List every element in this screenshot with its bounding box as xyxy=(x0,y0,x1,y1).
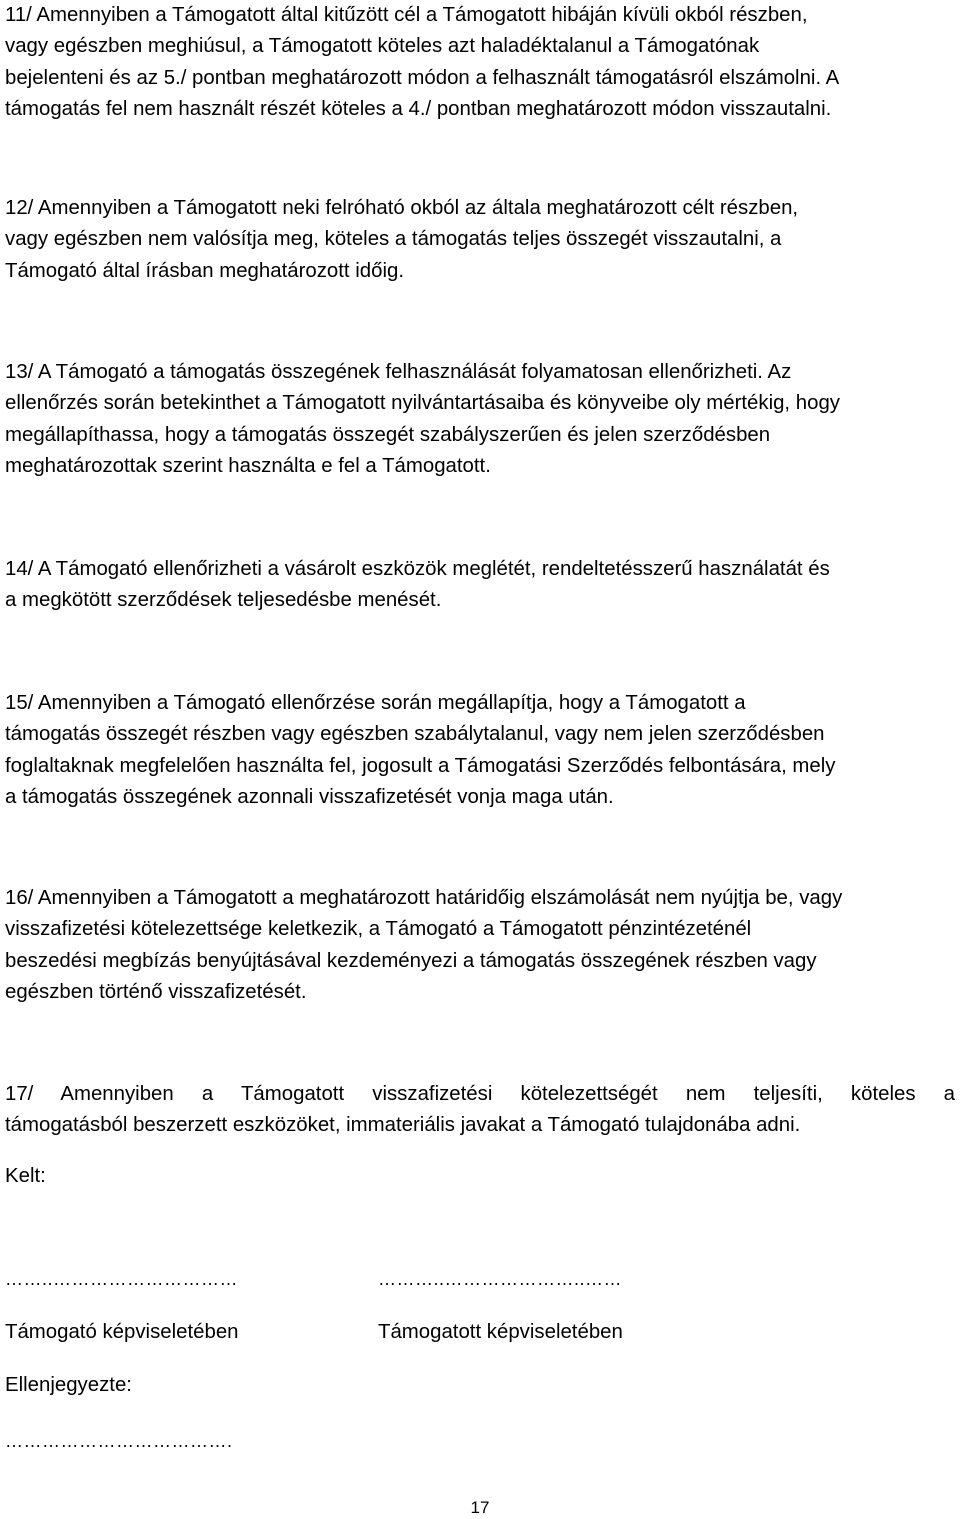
signature-line-supporter: ……..………………………… xyxy=(5,1269,239,1289)
paragraph-line: 11/ Amennyiben a Támogatott által kitűzött cél a Támogatott hibáján kívüli okból részben, xyxy=(5,4,808,26)
paragraph-line: egészben történő visszafizetését. xyxy=(5,980,307,1003)
page-number: 17 xyxy=(470,1498,490,1517)
paragraph-line: 12/ Amennyiben a Támogatott neki felróható okból az általa meghatározott célt részben, xyxy=(5,197,799,219)
paragraph-14 xyxy=(5,554,955,617)
paragraph-line: 16/ Amennyiben a Támogatott a meghatározott határidőig elszámolását nem nyújtja be, vagy xyxy=(5,887,843,909)
paragraph-line: ellenőrzés során betekinthet a Támogatott nyilvántartásaiba és könyveibe oly mértékig, hogy xyxy=(5,392,840,415)
paragraph-line: 17/ Amennyiben a Támogatott visszafizetési kötelezettségét nem teljesíti, köteles a xyxy=(5,1083,955,1105)
paragraph-line: 15/ Amennyiben a Támogató ellenőrzése során megállapítja, hogy a Támogatott a xyxy=(5,692,746,714)
countersign-line: ………………………………. xyxy=(5,1431,233,1451)
paragraph-line: bejelenteni és az 5./ pontban meghatározott módon a felhasznált támogatásról elszámolni. A xyxy=(5,66,840,89)
paragraph-16 xyxy=(5,883,955,1008)
paragraph-line: vagy egészben meghiúsul, a Támogatott köteles azt haladéktalanul a Támogatónak xyxy=(5,35,760,58)
paragraph-15 xyxy=(5,688,955,813)
signature-label-supporter: Támogató képviseletében xyxy=(5,1321,239,1343)
paragraph-line: Támogató által írásban meghatározott időig. xyxy=(5,259,404,282)
paragraph-line: meghatározottak szerint használta e fel a Támogatott. xyxy=(5,454,491,477)
paragraph-line: visszafizetési kötelezettsége keletkezik, a Támogató a Támogatott pénzintézeténél xyxy=(5,918,752,941)
paragraph-line: beszedési megbízás benyújtásával kezdeményezi a támogatás összegének részben vagy xyxy=(5,949,817,972)
paragraph-line: a megkötött szerződések teljesedésbe menését. xyxy=(5,589,442,612)
paragraph-line: megállapíthassa, hogy a támogatás összegét szabályszerűen és jelen szerződésben xyxy=(5,423,771,446)
paragraph-line: támogatás összegét részben vagy egészben szabálytalanul, vagy nem jelen szerződésben xyxy=(5,723,825,746)
paragraph-line: támogatás fel nem használt részét köteles a 4./ pontban meghatározott módon visszautalni. xyxy=(5,97,832,120)
signature-line-supported: ………..…………………..…… xyxy=(378,1269,623,1289)
paragraph-12 xyxy=(5,193,955,287)
paragraph-17 xyxy=(5,1079,955,1142)
paragraph-11 xyxy=(5,0,955,125)
date-label: Kelt: xyxy=(5,1165,46,1187)
paragraph-line: 14/ A Támogató ellenőrizheti a vásárolt eszközök meglétét, rendeltetésszerű használatát és xyxy=(5,558,830,580)
paragraph-13 xyxy=(5,357,955,482)
paragraph-line: foglaltaknak megfelelően használta fel, jogosult a Támogatási Szerződés felbontására, mely xyxy=(5,754,836,777)
paragraph-line: 13/ A Támogató a támogatás összegének felhasználását folyamatosan ellenőrizheti. Az xyxy=(5,361,792,383)
signature-label-supported: Támogatott képviseletében xyxy=(378,1321,623,1343)
paragraph-line: a támogatás összegének azonnali visszafizetését vonja maga után. xyxy=(5,785,614,808)
paragraph-line: támogatásból beszerzett eszközöket, immateriális javakat a Támogató tulajdonába adni. xyxy=(5,1114,801,1137)
countersign-label: Ellenjegyezte: xyxy=(5,1374,132,1396)
paragraph-line: vagy egészben nem valósítja meg, köteles a támogatás teljes összegét visszautalni, a xyxy=(5,228,782,251)
